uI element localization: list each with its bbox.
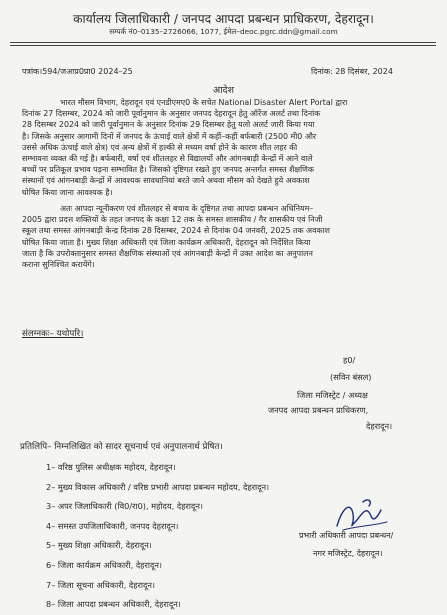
enclosure-note: संलग्नकः– यथोपरि। <box>22 329 84 339</box>
paragraph-line: भारत मौसम विभाग, देहरादून एवं एनडीएमए0 के सचेत National Disaster Alert Portal द्वारा <box>60 98 348 107</box>
copy-item: 2– मुख्य विकास अधिकारी / वरिष्ठ प्रभारी आपदा प्रबन्धन महोदय, देहरादून। <box>46 481 270 492</box>
signatory-name: (सविन बंसल) <box>330 372 372 382</box>
header-rule-bottom <box>10 45 436 46</box>
copy-item: 8– जिला आपदा प्रबन्धन अधिकारी, देहरादून। <box>46 599 181 610</box>
paragraph-line: घोषित किया जाना आवश्यक है। <box>22 187 113 197</box>
paragraph-line: सम्भावना व्यक्त की गई है। बर्फबारी, वर्षा एवं शीतलहर से विद्यालयों और आंगनबाड़ी केन्द्रों में आने वाले <box>22 154 313 164</box>
copy-item: 1– वरिष्ठ पुलिस अधीक्षक महोदय, देहरादून। <box>46 462 176 472</box>
copy-item: 3– अपर जिलाधिकारी (वि0/रा0), महोदय, देहरादून। <box>46 501 204 512</box>
paragraph-line: अतः आपदा न्यूनीकरण एवं शीतलहर से बचाव के दृष्टिगत तथा आपदा प्रबन्धन अधिनियम– <box>60 204 314 213</box>
paragraph-line: स्कूल तथा समस्त आंगनबाड़ी केन्द्र दिनांक 28 दिसम्बर, 2024 से दिनांक 04 जनवरी, 2025 तक अवकाश <box>22 226 330 236</box>
signed-mark: ह0/ <box>343 355 356 365</box>
paragraph-1 <box>22 97 426 198</box>
paragraph-line: जाता है कि उपरोक्तानुसार समस्त शैक्षणिक संस्थाओं एवं आंगनबाड़ी केन्द्रों में उक्त आदेश का अनुपालन <box>22 248 313 258</box>
issuer-line-2: नगर मजिस्ट्रेट, देहरादून। <box>313 549 383 558</box>
paragraph-2 <box>22 203 426 270</box>
signatory-place: देहरादून। <box>366 421 393 431</box>
copy-item: 6– जिला कार्यक्रम अधिकारी, देहरादून। <box>46 559 162 570</box>
office-title: कार्यालय जिलाधिकारी / जनपद आपदा प्रबन्धन प्राधिकरण, देहरादून। <box>73 12 374 26</box>
contact-line: सम्पर्क नं0–0135–2726066, 1077, ईमेल–deoc.pgrc.ddn@gmail.com <box>109 27 338 36</box>
paragraph-line: कराना सुनिश्चित करायेंगे। <box>22 260 95 270</box>
signatory-designation: जिला मजिस्ट्रेट / अध्यक्ष <box>297 390 368 400</box>
paragraph-line: बच्चों पर प्रतिकूल प्रभाव पड़ना सम्भावित है। जिसको दृष्टिगत रखते हुए जनपद अन्तर्गत समस्त शैक्षणिक <box>22 165 314 175</box>
order-title: आदेश <box>213 85 234 96</box>
paragraph-line: घोषित किया जाता है। मुख्य शिक्षा अधिकारी एवं जिला कार्यक्रम अधिकारी, देहरादून को निर्देशित किया <box>22 237 311 247</box>
issuer-line-1: प्रभारी अधिकारी आपदा प्रबन्धन/ <box>299 531 394 540</box>
paragraph-line: उससे अधिक ऊंचाई वाले क्षेत्र) एवं अन्य क्षेत्रों में हल्की से मध्यम वर्षा होने के कारण शीत लहर की <box>22 142 298 152</box>
letter-date: दिनांक: 28 दिसंबर, 2024 <box>311 67 393 76</box>
header-rule-top <box>10 42 436 43</box>
copy-item: 7– जिला सूचना अधिकारी, देहरादून। <box>46 579 156 590</box>
letter-number: पत्रांक।594/जआप्र0प्रा0 2024–25 <box>22 67 133 76</box>
copy-list <box>46 458 269 615</box>
signatory-organisation: जनपद आपदा प्रबन्धन प्राधिकरण, <box>268 405 369 415</box>
copy-item: 5– मुख्य शिक्षा अधिकारी, देहरादून। <box>46 540 152 551</box>
copy-item: 4– समस्त उपजिलाधिकारी, जनपद देहरादून। <box>46 520 179 531</box>
paragraph-line: है। जिसके अनुसार आगामी दिनों में जनपद के ऊंचाई वाले क्षेत्रों में कहीं–कहीं बर्फबारी (2500 मी0 और <box>22 131 317 141</box>
paragraph-line: दिनांक 27 दिसम्बर, 2024 को जारी पूर्वानुमान के अनुसार जनपद देहरादून हेतु ऑरेंज अलर्ट तथा दिनांक <box>22 109 321 119</box>
paragraph-line: 2005 द्वारा प्रदत्त शक्तियों के तहत जनपद के कक्षा 12 तक के समस्त शासकीय / गैर शासकीय एवं निजी <box>22 215 323 225</box>
copy-heading: प्रतिलिपि– निम्नलिखित को सादर सूचनार्थ एवं अनुपालनार्थ प्रेषित। <box>20 442 223 452</box>
paragraph-line: 28 दिसम्बर 2024 को जारी पूर्वानुमान के अनुसार दिनांक 29 दिसम्बर हेतु यलो अलर्ट जारी किया गया <box>22 120 315 130</box>
paragraph-line: संस्थानों एवं आंगनबाड़ी केन्द्रों में आवश्यक सावधानियां बरते जाने अथवा मौसम को देखते हुये अवकाश <box>22 176 310 186</box>
